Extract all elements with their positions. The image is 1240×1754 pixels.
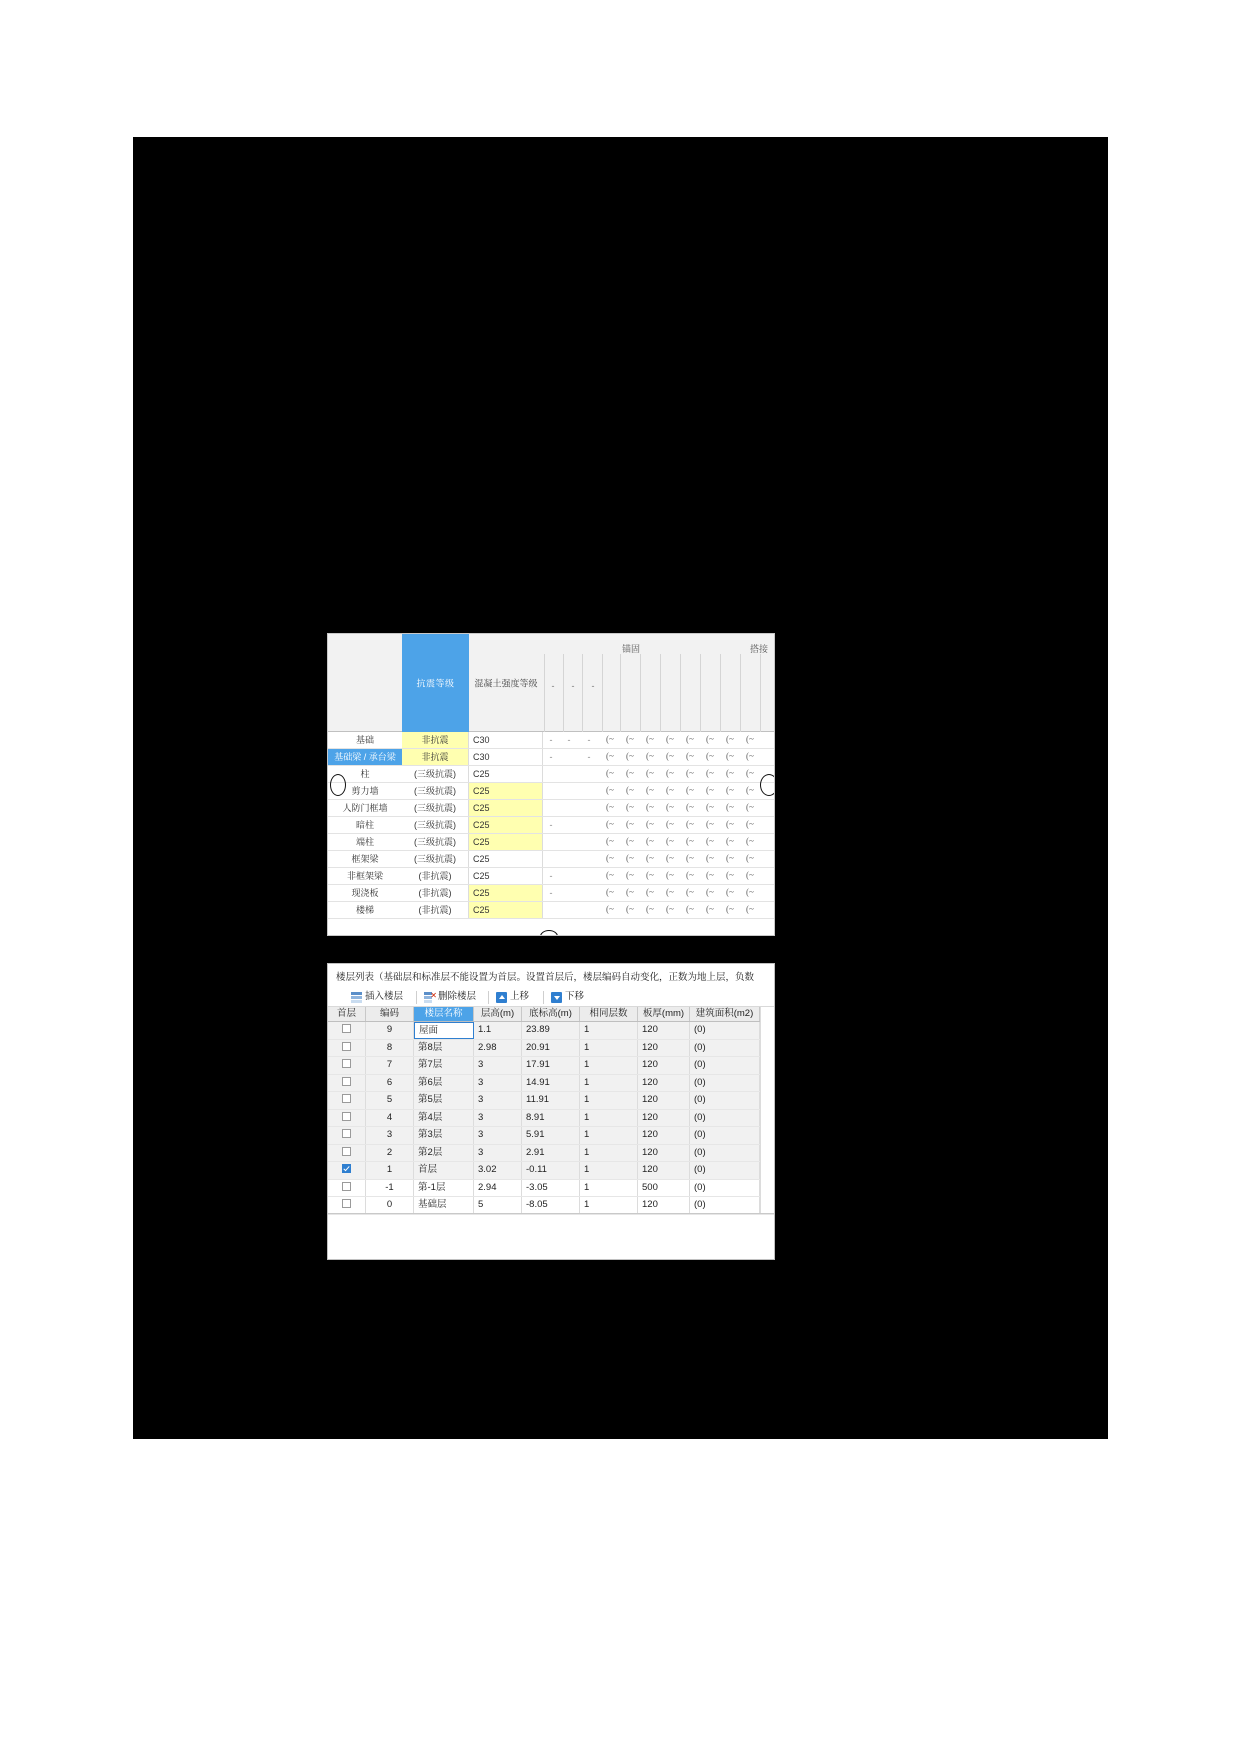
cell-floor-name[interactable]: 基础层 (414, 1197, 474, 1214)
cell-floor-height[interactable]: 3.02 (474, 1162, 522, 1179)
row-label: 人防门框墙 (342, 803, 388, 813)
row-label: 暗柱 (355, 820, 374, 830)
first-floor-checkbox[interactable] (342, 1164, 351, 1173)
cell-slab-thickness[interactable]: 120 (638, 1092, 690, 1109)
cell-floor-height[interactable]: 3 (474, 1145, 522, 1162)
delete-floor-label: 删除楼层 (438, 991, 477, 1002)
cell-concrete-grade[interactable]: C25 (469, 800, 543, 816)
cell-concrete-grade[interactable]: C25 (469, 851, 543, 867)
cell-concrete-grade[interactable]: C30 (469, 732, 543, 748)
cell-concrete-grade[interactable]: C25 (469, 902, 543, 918)
cell-building-area[interactable]: (0) (690, 1092, 760, 1109)
cell-seismic-grade[interactable]: 非抗震 (402, 732, 469, 748)
row-label: 柱 (360, 769, 370, 779)
cell-same-count[interactable]: 1 (580, 1180, 638, 1197)
first-floor-checkbox[interactable] (342, 1147, 351, 1156)
cell-building-area[interactable]: (0) (690, 1022, 760, 1039)
properties-grid-panel (327, 633, 775, 936)
cell-code[interactable]: 2 (366, 1145, 414, 1162)
first-floor-checkbox-cell[interactable] (328, 1092, 366, 1109)
cell-base-elevation[interactable]: 8.91 (522, 1110, 580, 1127)
cell-slab-thickness[interactable]: 120 (638, 1022, 690, 1039)
cell-floor-height[interactable]: 3 (474, 1127, 522, 1144)
cell-base-elevation[interactable]: -8.05 (522, 1197, 580, 1214)
cell-concrete-grade[interactable]: C25 (469, 766, 543, 782)
table-row[interactable]: 暗柱 (三级抗震) C25 - (~ (~ (~ (~ (~ (~ (~ (~ (328, 817, 774, 834)
cell-floor-name[interactable]: 第6层 (414, 1075, 474, 1092)
first-floor-checkbox[interactable] (342, 1042, 351, 1051)
table-row[interactable] (328, 1057, 775, 1075)
row-label: 剪力墙 (351, 786, 379, 796)
cell-slab-thickness[interactable]: 120 (638, 1197, 690, 1214)
cell-seismic-grade[interactable]: (三级抗震) (402, 817, 469, 833)
cell-slab-thickness[interactable]: 120 (638, 1040, 690, 1057)
table-row[interactable] (328, 1197, 775, 1215)
cell-code[interactable]: 9 (366, 1022, 414, 1039)
first-floor-checkbox-cell[interactable] (328, 1197, 366, 1214)
cell-code[interactable]: 8 (366, 1040, 414, 1057)
cell-floor-height[interactable]: 3 (474, 1092, 522, 1109)
cell-floor-name[interactable]: 第5层 (414, 1092, 474, 1109)
cell-building-area[interactable]: (0) (690, 1057, 760, 1074)
column-header-dash: - (591, 681, 595, 691)
column-header-dash-group (544, 634, 775, 732)
first-floor-checkbox-cell[interactable] (328, 1057, 366, 1074)
insert-floor-button[interactable] (348, 989, 406, 1005)
row-label: 非框架梁 (346, 871, 383, 881)
group-header-anchorage: 锚固 (622, 644, 641, 654)
first-floor-checkbox[interactable] (342, 1059, 351, 1068)
column-header-first-floor[interactable]: 首层 (328, 1007, 366, 1021)
cell-seismic-grade[interactable]: (非抗震) (402, 885, 469, 901)
cell-seismic-grade[interactable]: (三级抗震) (402, 834, 469, 850)
table-right-gutter (760, 1007, 775, 1214)
insert-row-icon (351, 992, 362, 1003)
row-label: 框架梁 (351, 854, 379, 864)
cell-floor-height[interactable]: 3 (474, 1110, 522, 1127)
table-row[interactable] (328, 1075, 775, 1093)
cell-code[interactable]: 1 (366, 1162, 414, 1179)
cell-base-elevation[interactable]: 23.89 (522, 1022, 580, 1039)
floor-list-title: 楼层列表（基础层和标准层不能设置为首层。设置首层后，楼层编码自动变化，正数为地上层，负数 (336, 972, 755, 983)
row-label: 基础梁 / 承台梁 (328, 749, 402, 765)
column-header-base-elevation[interactable]: 底标高(m) (522, 1007, 580, 1021)
cell-floor-name[interactable]: 第3层 (414, 1127, 474, 1144)
table-row[interactable]: 基础 非抗震 C30 - - - (~ (~ (~ (~ (~ (~ (~ (~ (328, 732, 774, 749)
column-header-concrete-grade[interactable] (469, 634, 543, 732)
cell-floor-height[interactable]: 2.98 (474, 1040, 522, 1057)
column-header-seismic-grade[interactable] (402, 634, 469, 732)
first-floor-checkbox[interactable] (342, 1112, 351, 1121)
cell-base-elevation[interactable]: 5.91 (522, 1127, 580, 1144)
move-down-label: 下移 (565, 991, 585, 1002)
row-label: 现浇板 (351, 888, 379, 898)
cell-floor-name[interactable]: 第2层 (414, 1145, 474, 1162)
cell-slab-thickness[interactable]: 500 (638, 1180, 690, 1197)
column-header-seismic-grade-label: 抗震等级 (416, 678, 455, 689)
cell-floor-height[interactable]: 2.94 (474, 1180, 522, 1197)
cell-code[interactable]: 4 (366, 1110, 414, 1127)
table-row[interactable] (328, 1145, 775, 1163)
cell-slab-thickness[interactable]: 120 (638, 1127, 690, 1144)
move-down-button[interactable] (548, 989, 587, 1005)
cell-same-count[interactable]: 1 (580, 1040, 638, 1057)
first-floor-checkbox-cell[interactable] (328, 1110, 366, 1127)
cell-floor-height[interactable]: 3 (474, 1057, 522, 1074)
row-label: 端柱 (355, 837, 374, 847)
table-header-row (328, 1007, 775, 1022)
first-floor-checkbox-cell[interactable] (328, 1075, 366, 1092)
floor-list-table (328, 1007, 775, 1215)
row-label: 基础 (355, 735, 374, 745)
cell-concrete-grade[interactable]: C25 (469, 817, 543, 833)
cell-code[interactable]: 0 (366, 1197, 414, 1214)
cell-code[interactable]: -1 (366, 1180, 414, 1197)
properties-grid-body (328, 732, 774, 919)
cell-building-area[interactable]: (0) (690, 1197, 760, 1214)
first-floor-checkbox[interactable] (342, 1094, 351, 1103)
cell-slab-thickness[interactable]: 120 (638, 1110, 690, 1127)
annotation-ellipse-bottom (540, 930, 558, 936)
group-header-lap: 搭接 (750, 644, 769, 654)
row-label: 楼梯 (355, 905, 374, 915)
cell-base-elevation[interactable]: -0.11 (522, 1162, 580, 1179)
table-row[interactable]: 端柱 (三级抗震) C25 (~ (~ (~ (~ (~ (~ (~ (~ (328, 834, 774, 851)
table-row[interactable]: 框架梁 (三级抗震) C25 (~ (~ (~ (~ (~ (~ (~ (~ (328, 851, 774, 868)
cell-seismic-grade[interactable]: (三级抗震) (402, 766, 469, 782)
first-floor-checkbox-cell[interactable] (328, 1180, 366, 1197)
cell-same-count[interactable]: 1 (580, 1197, 638, 1214)
cell-seismic-grade[interactable]: (非抗震) (402, 902, 469, 918)
delete-row-icon (424, 992, 435, 1003)
table-row[interactable]: 非框架梁 (非抗震) C25 - (~ (~ (~ (~ (~ (~ (~ (~ (328, 868, 774, 885)
column-header-slab-thickness[interactable]: 板厚(mm) (638, 1007, 690, 1021)
cell-floor-name[interactable]: 第7层 (414, 1057, 474, 1074)
first-floor-checkbox-cell[interactable] (328, 1162, 366, 1179)
cell-floor-name[interactable]: 第-1层 (414, 1180, 474, 1197)
table-row[interactable] (328, 1092, 775, 1110)
table-row[interactable]: 剪力墙 (三级抗震) C25 (~ (~ (~ (~ (~ (~ (~ (~ (328, 783, 774, 800)
cell-floor-name[interactable]: 第8层 (414, 1040, 474, 1057)
cell-slab-thickness[interactable]: 120 (638, 1145, 690, 1162)
cell-code[interactable]: 7 (366, 1057, 414, 1074)
first-floor-checkbox[interactable] (342, 1024, 351, 1033)
move-up-label: 上移 (510, 991, 530, 1002)
cell-seismic-grade[interactable]: (三级抗震) (402, 783, 469, 799)
delete-floor-button[interactable] (421, 989, 479, 1005)
first-floor-checkbox-cell[interactable] (328, 1040, 366, 1057)
move-up-icon (496, 992, 507, 1003)
properties-grid-header (328, 634, 774, 732)
cell-same-count[interactable]: 1 (580, 1127, 638, 1144)
cell-seismic-grade[interactable]: (非抗震) (402, 868, 469, 884)
column-header-code[interactable]: 编码 (366, 1007, 414, 1021)
move-down-icon (551, 992, 562, 1003)
cell-building-area[interactable]: (0) (690, 1162, 760, 1179)
cell-building-area[interactable]: (0) (690, 1127, 760, 1144)
cell-slab-thickness[interactable]: 120 (638, 1075, 690, 1092)
cell-code[interactable]: 6 (366, 1075, 414, 1092)
cell-code[interactable]: 3 (366, 1127, 414, 1144)
cell-same-count[interactable]: 1 (580, 1057, 638, 1074)
table-row[interactable]: 柱 (三级抗震) C25 (~ (~ (~ (~ (~ (~ (~ (~ (328, 766, 774, 783)
insert-floor-label: 插入楼层 (365, 991, 404, 1002)
cell-concrete-grade[interactable]: C25 (469, 868, 543, 884)
table-row[interactable]: 楼梯 (非抗震) C25 (~ (~ (~ (~ (~ (~ (~ (~ (328, 902, 774, 919)
cell-building-area[interactable]: (0) (690, 1040, 760, 1057)
cell-base-elevation[interactable]: 11.91 (522, 1092, 580, 1109)
cell-floor-height[interactable]: 3 (474, 1075, 522, 1092)
table-row[interactable]: 人防门框墙 (三级抗震) C25 (~ (~ (~ (~ (~ (~ (~ (~ (328, 800, 774, 817)
cell-slab-thickness[interactable]: 120 (638, 1057, 690, 1074)
cell-building-area[interactable]: (0) (690, 1075, 760, 1092)
table-row[interactable] (328, 1162, 775, 1180)
cell-base-elevation[interactable]: 14.91 (522, 1075, 580, 1092)
column-header-floor-height[interactable]: 层高(m) (474, 1007, 522, 1021)
cell-floor-height[interactable]: 5 (474, 1197, 522, 1214)
table-row[interactable]: 基础梁 / 承台梁 非抗震 C30 - - (~ (~ (~ (~ (~ (~ (~ (~ (328, 749, 774, 766)
table-row[interactable]: 现浇板 (非抗震) C25 - (~ (~ (~ (~ (~ (~ (~ (~ (328, 885, 774, 902)
floor-list-panel (327, 963, 775, 1260)
column-header-dash: - (571, 681, 575, 691)
cell-floor-name[interactable]: 第4层 (414, 1110, 474, 1127)
move-up-button[interactable] (493, 989, 532, 1005)
cell-seismic-grade[interactable]: (三级抗震) (402, 800, 469, 816)
cell-same-count[interactable]: 1 (580, 1022, 638, 1039)
first-floor-checkbox[interactable] (342, 1199, 351, 1208)
first-floor-checkbox-cell[interactable] (328, 1127, 366, 1144)
cell-seismic-grade[interactable]: 非抗震 (402, 749, 469, 765)
first-floor-checkbox-cell[interactable] (328, 1022, 366, 1039)
cell-base-elevation[interactable]: -3.05 (522, 1180, 580, 1197)
first-floor-checkbox-cell[interactable] (328, 1145, 366, 1162)
column-header-building-area[interactable]: 建筑面积(m2) (690, 1007, 760, 1021)
floor-list-toolbar (328, 987, 774, 1007)
cell-same-count[interactable]: 1 (580, 1110, 638, 1127)
column-header-concrete-grade-label: 混凝土强度等级 (474, 678, 538, 689)
cell-code[interactable]: 5 (366, 1092, 414, 1109)
first-floor-checkbox[interactable] (342, 1129, 351, 1138)
cell-base-elevation[interactable]: 20.91 (522, 1040, 580, 1057)
cell-floor-name[interactable]: 首层 (414, 1162, 474, 1179)
column-header-same-count[interactable]: 相同层数 (580, 1007, 638, 1021)
annotation-ellipse-left (330, 774, 346, 796)
cell-concrete-grade[interactable]: C25 (469, 885, 543, 901)
cell-concrete-grade[interactable]: C25 (469, 834, 543, 850)
cell-concrete-grade[interactable]: C30 (469, 749, 543, 765)
table-row[interactable] (328, 1127, 775, 1145)
cell-base-elevation[interactable]: 17.91 (522, 1057, 580, 1074)
cell-building-area[interactable]: (0) (690, 1145, 760, 1162)
table-row[interactable] (328, 1180, 775, 1198)
cell-base-elevation[interactable]: 2.91 (522, 1145, 580, 1162)
cell-same-count[interactable]: 1 (580, 1145, 638, 1162)
column-header-dash: - (551, 681, 555, 691)
table-row[interactable] (328, 1022, 775, 1040)
cell-concrete-grade[interactable]: C25 (469, 783, 543, 799)
cell-floor-name[interactable]: 屋面 (414, 1022, 474, 1039)
cell-seismic-grade[interactable]: (三级抗震) (402, 851, 469, 867)
table-row[interactable] (328, 1040, 775, 1058)
column-header-floor-name[interactable]: 楼层名称 (414, 1007, 474, 1021)
annotation-ellipse-right (760, 774, 775, 796)
cell-building-area[interactable]: (0) (690, 1110, 760, 1127)
first-floor-checkbox[interactable] (342, 1077, 351, 1086)
first-floor-checkbox[interactable] (342, 1182, 351, 1191)
cell-same-count[interactable]: 1 (580, 1092, 638, 1109)
cell-same-count[interactable]: 1 (580, 1075, 638, 1092)
cell-same-count[interactable]: 1 (580, 1162, 638, 1179)
cell-building-area[interactable]: (0) (690, 1180, 760, 1197)
cell-floor-height[interactable]: 1.1 (474, 1022, 522, 1039)
table-row[interactable] (328, 1110, 775, 1128)
table-bottom-divider (328, 1213, 775, 1214)
cell-slab-thickness[interactable]: 120 (638, 1162, 690, 1179)
